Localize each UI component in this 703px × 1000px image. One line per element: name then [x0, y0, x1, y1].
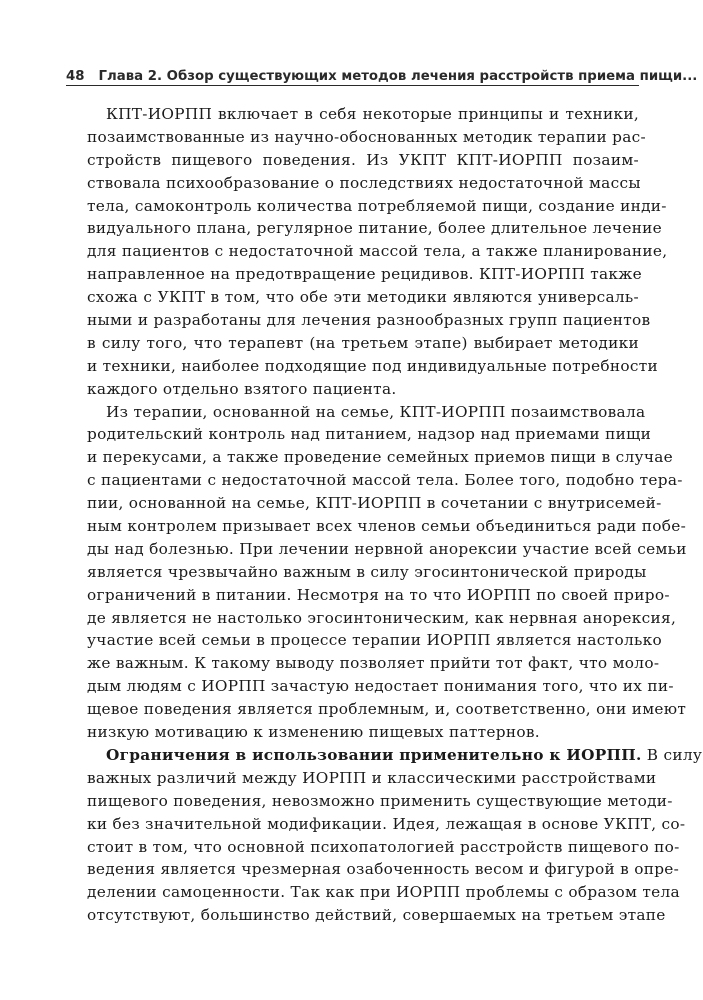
text-line: щевое поведения является проблемным, и, соответственно, они имеют: [87, 700, 687, 719]
text-line: ды над болезнью. При лечении нервной анорексии участие всей семьи: [87, 539, 687, 558]
text-line: ки без значительной модификации. Идея, лежащая в основе УКПТ, со-: [87, 814, 686, 833]
text-line: пии, основанной на семье, КПТ-ИОРПП в сочетании с внутрисемей-: [87, 494, 662, 513]
text-line: видуального плана, регулярное питание, более длительное лечение: [87, 219, 663, 238]
text-line: же важным. К такому выводу позволяет прийти тот факт, что моло-: [87, 654, 660, 673]
text-line: важных различий между ИОРПП и классическими расстройствами: [87, 768, 657, 787]
text-line: ствовала психообразование о последствиях недостаточной массы: [87, 173, 641, 192]
text-line: с пациентами с недостаточной массой тела. Более того, подобно тера-: [87, 471, 683, 490]
text-line: де является не настолько эгосинтоническим, как нервная анорексия,: [87, 608, 677, 627]
text-line: ограничений в питании. Несмотря на то что ИОРПП по своей приро-: [87, 585, 670, 604]
text-line: Из терапии, основанной на семье, КПТ-ИОРПП позаимствовала: [106, 402, 646, 421]
text-line: ными и разработаны для лечения разнообразных групп пациентов: [87, 311, 651, 330]
text-line: тела, самоконтроль количества потребляемой пищи, создание инди-: [87, 196, 667, 215]
text-line: стоит в том, что основной психопатологией расстройств пищевого по-: [87, 837, 680, 856]
text-line: каждого отдельно взятого пациента.: [87, 379, 397, 398]
text-line: и перекусами, а также проведение семейных приемов пищи в случае: [87, 448, 674, 467]
text-line: пищевого поведения, невозможно применить существующие методи-: [87, 791, 673, 810]
running-header: [66, 60, 698, 84]
text-line: низкую мотивацию к изменению пищевых паттернов.: [87, 723, 540, 742]
text-line: позаимствованные из научно-обоснованных методик терапии рас-: [87, 127, 646, 146]
section-run-in-heading: Ограничения в использовании применительно к ИОРПП.: [106, 745, 642, 764]
text-line: в силу того, что терапевт (на третьем этапе) выбирает методики: [87, 333, 639, 352]
text-line: для пациентов с недостаточной массой тела, а также планирование,: [87, 242, 668, 261]
text-line: дым людям с ИОРПП зачастую недостает понимания того, что их пи-: [87, 677, 674, 696]
header-rule: [66, 85, 639, 86]
text-line: родительский контроль над питанием, надзор над приемами пищи: [87, 425, 652, 444]
chapter-title: Глава 2. Обзор существующих методов лечения расстройств приема пищи...: [98, 69, 698, 84]
page-number: 48: [66, 69, 85, 84]
text-line: направленное на предотвращение рецидивов. КПТ-ИОРПП также: [87, 265, 643, 284]
text-line: стройств пищевого поведения. Из УКПТ КПТ-ИОРПП позаим-: [87, 150, 639, 169]
text-line: ведения является чрезмерная озабоченность весом и фигурой в опре-: [87, 860, 680, 879]
text-line: является чрезвычайно важным в силу эгосинтонической природы: [87, 562, 647, 581]
body-text: [87, 103, 703, 927]
text-line: [87, 744, 703, 767]
text-line: и техники, наиболее подходящие под индивидуальные потребности: [87, 356, 658, 375]
text-line: отсутствуют, большинство действий, совершаемых на третьем этапе: [87, 906, 666, 925]
text-line: участие всей семьи в процессе терапии ИОРПП является настолько: [87, 631, 662, 650]
text-line: делении самоценности. Так как при ИОРПП проблемы с образом тела: [87, 883, 680, 902]
text-line: ным контролем призывает всех членов семьи объединиться ради побе-: [87, 517, 687, 536]
text-line: КПТ-ИОРПП включает в себя некоторые принципы и техники,: [106, 105, 639, 123]
text-line: схожа с УКПТ в том, что обе эти методики являются универсаль-: [87, 288, 639, 307]
text-line-rest: В силу: [641, 745, 703, 764]
